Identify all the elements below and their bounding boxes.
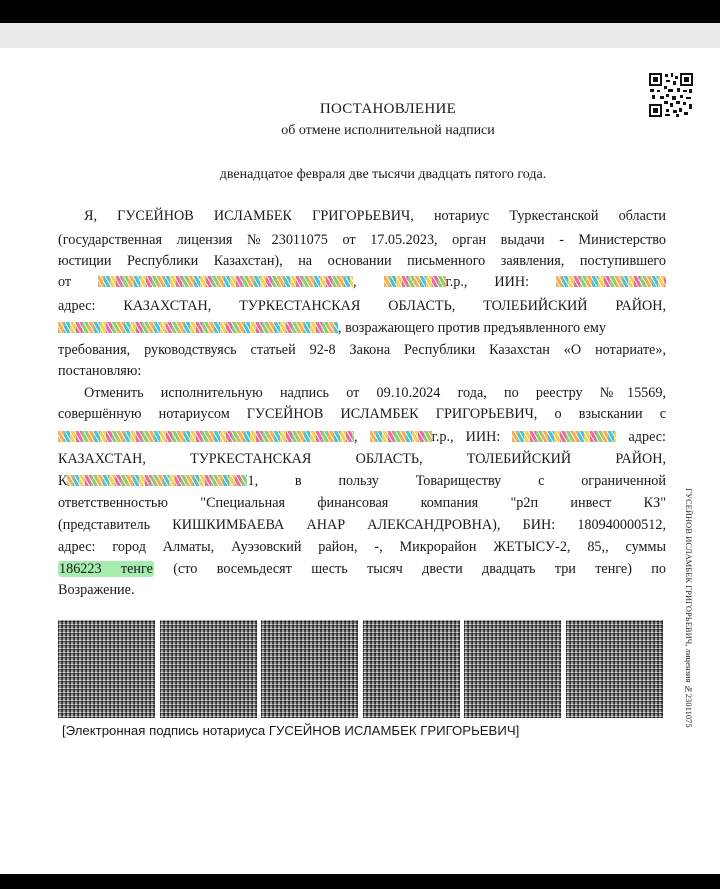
paragraph2-line3: , г.р., ИИН: адрес:: [58, 427, 666, 447]
barcode-block-1: [58, 620, 155, 718]
document-title: ПОСТАНОВЛЕНИЕ: [319, 101, 457, 117]
redacted-debtor-name: [58, 431, 354, 442]
redacted-debtor-birthdate: [370, 431, 432, 442]
paragraph1-line7: требования, руководствуясь статьей 92-8 Закона Республики Казахстан «О нотариате»,: [58, 342, 666, 358]
top-gray-strip: [0, 23, 720, 48]
paragraph2-line4: КАЗАХСТАН, ТУРКЕСТАНСКАЯ ОБЛАСТЬ, ТОЛЕБИЙСКИЙ РАЙОН,: [58, 451, 666, 467]
redacted-iin: [556, 276, 666, 287]
bottom-black-bar: [0, 874, 720, 889]
paragraph1-line3: юстиции Республики Казахстан), на основании письменного заявления, поступившего: [58, 253, 666, 269]
paragraph2-line6: ответственностью "Специальная финансовая компания "р2п инвест КЗ": [58, 495, 666, 511]
highlighted-amount: 186223 тенге: [59, 561, 153, 577]
barcode-block-2: [160, 620, 257, 718]
redacted-debtor-iin: [512, 431, 616, 442]
paragraph1-line6: , возражающего против предъявленного ему: [58, 318, 666, 338]
side-license-note: ГУСЕЙНОВ ИСЛАМБЕК ГРИГОРЬЕВИЧ, лицензия №23011075: [684, 488, 693, 728]
document-date: двенадцатое февраля две тысячи двадцать пятого года.: [219, 167, 547, 182]
paragraph1-line4: от , г.р., ИИН:: [58, 272, 666, 292]
redacted-birthdate: [384, 276, 446, 287]
electronic-signature-caption: [Электронная подпись нотариуса ГУСЕЙНОВ ИСЛАМБЕК ГРИГОРЬЕВИЧ]: [62, 723, 520, 738]
barcode-block-3: [261, 620, 358, 718]
paragraph2-line7: (представитель КИШКИМБАЕВА АНАР АЛЕКСАНДРОВНА), БИН: 180940000512,: [58, 517, 666, 533]
paragraph2-line10: Возражение.: [58, 582, 135, 598]
barcode-block-5: [464, 620, 561, 718]
paragraph2-line8: адрес: город Алматы, Ауэзовский район, -, Микрорайон ЖЕТЫСУ-2, 85,, суммы: [58, 539, 666, 555]
barcode-block-4: [363, 620, 460, 718]
paragraph2-line9: 186223 тенге (сто восемьдесят шесть тысяч двести двадцать три тенге) по: [59, 561, 666, 577]
paragraph1-line5: адрес: КАЗАХСТАН, ТУРКЕСТАНСКАЯ ОБЛАСТЬ, ТОЛЕБИЙСКИЙ РАЙОН,: [58, 298, 666, 314]
redacted-name: [98, 276, 353, 287]
document-subtitle: об отмене исполнительной надписи: [281, 123, 495, 138]
barcode-block-6: [566, 620, 663, 718]
redacted-debtor-address: [67, 475, 247, 486]
paragraph1-line2: (государственная лицензия №23011075 от 17.05.2023, орган выдачи - Министерство: [58, 232, 666, 248]
paragraph2-line2: совершённую нотариусом ГУСЕЙНОВ ИСЛАМБЕК ГРИГОРЬЕВИЧ, о взыскании с: [58, 406, 666, 422]
signature-barcodes: [58, 620, 664, 718]
paragraph1-line8: постановляю:: [58, 363, 142, 379]
paragraph2-line5: К 1, в пользу Товариществу с ограниченной: [58, 473, 666, 489]
top-black-bar: [0, 0, 720, 23]
paragraph2-line1: Отменить исполнительную надпись от 09.10.2024 года, по реестру №15569,: [84, 385, 666, 401]
redacted-address: [58, 322, 338, 333]
paragraph1-line1: Я, ГУСЕЙНОВ ИСЛАМБЕК ГРИГОРЬЕВИЧ, нотариус Туркестанской области: [84, 208, 666, 224]
